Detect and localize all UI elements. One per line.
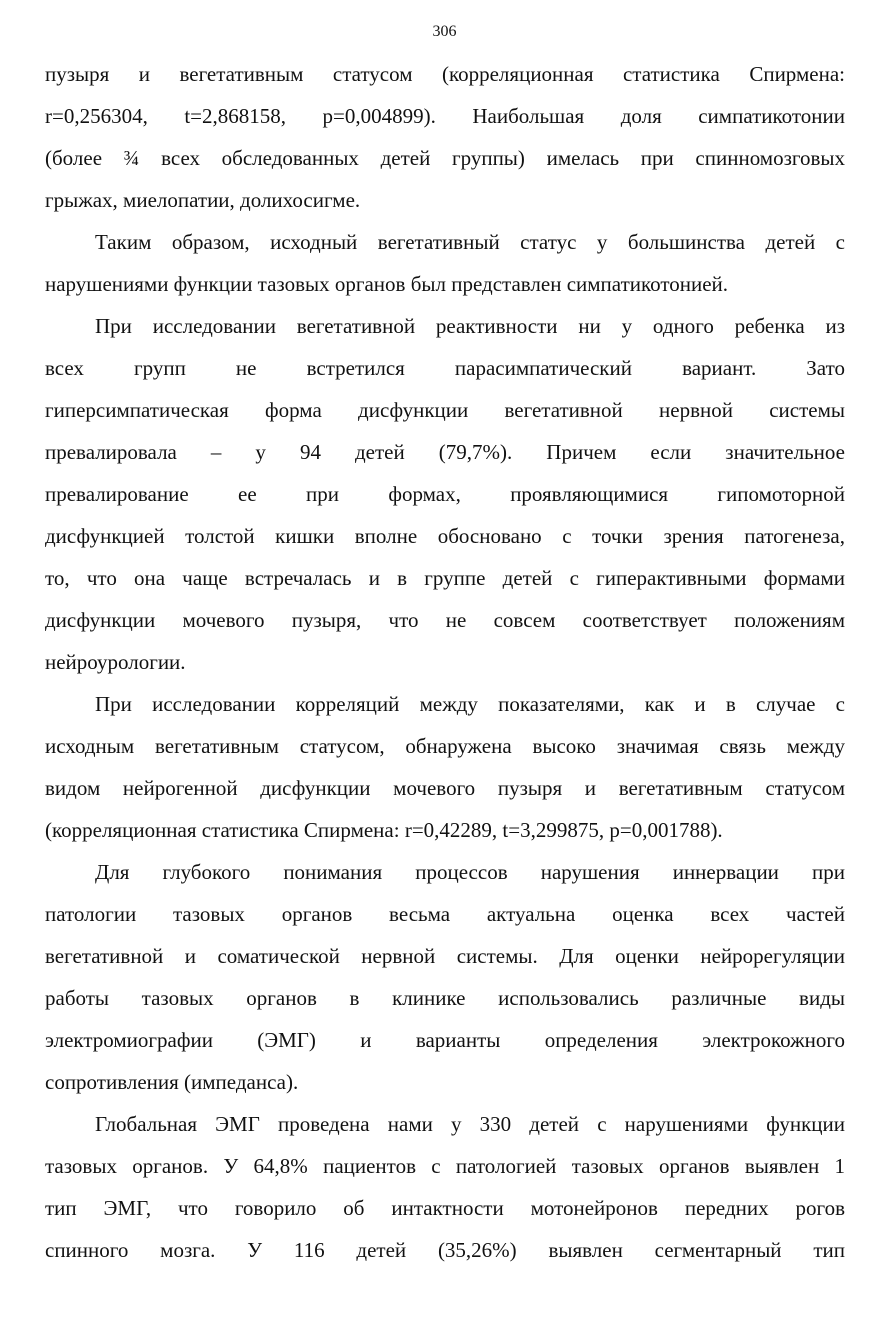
text-line: r=0,256304, t=2,868158, p=0,004899). Наибольшая доля симпатикотонии xyxy=(45,104,845,128)
text-line: исходным вегетативным статусом, обнаружена высоко значимая связь между xyxy=(45,734,845,758)
text-line: патологии тазовых органов весьма актуальна оценка всех частей xyxy=(45,902,845,926)
text-line: (корреляционная статистика Спирмена: r=0,42289, t=3,299875, p=0,001788). xyxy=(45,818,723,842)
text-line: Глобальная ЭМГ проведена нами у 330 детей с нарушениями функции xyxy=(95,1112,845,1136)
text-line: пузыря и вегетативным статусом (корреляционная статистика Спирмена: xyxy=(45,62,845,86)
text-line: всех групп не встретился парасимпатический вариант. Зато xyxy=(45,356,845,380)
text-line: электромиографии (ЭМГ) и варианты определения электрокожного xyxy=(45,1028,845,1052)
text-line: нейроурологии. xyxy=(45,650,186,674)
paragraph xyxy=(45,53,845,221)
text-line: работы тазовых органов в клинике использовались различные виды xyxy=(45,986,845,1010)
paragraph xyxy=(45,1103,845,1271)
paragraph xyxy=(45,221,845,305)
text-line: Таким образом, исходный вегетативный статус у большинства детей с xyxy=(95,230,845,254)
paragraph xyxy=(45,305,845,683)
text-line: дисфункции мочевого пузыря, что не совсем соответствует положениям xyxy=(45,608,845,632)
text-line: видом нейрогенной дисфункции мочевого пузыря и вегетативным статусом xyxy=(45,776,845,800)
text-line: тазовых органов. У 64,8% пациентов с патологией тазовых органов выявлен 1 xyxy=(45,1154,845,1178)
text-line: гиперсимпатическая форма дисфункции вегетативной нервной системы xyxy=(45,398,845,422)
text-line: сопротивления (импеданса). xyxy=(45,1070,299,1094)
text-line: грыжах, миелопатии, долихосигме. xyxy=(45,188,361,212)
text-line: нарушениями функции тазовых органов был представлен симпатикотонией. xyxy=(45,272,729,296)
text-line: превалирование ее при формах, проявляющимися гипомоторной xyxy=(45,482,845,506)
text-line: превалировала – у 94 детей (79,7%). Причем если значительное xyxy=(45,440,845,464)
body-text xyxy=(45,53,845,1271)
text-line: то, что она чаще встречалась и в группе детей с гиперактивными формами xyxy=(45,566,845,590)
text-line: тип ЭМГ, что говорило об интактности мотонейронов передних рогов xyxy=(45,1196,845,1220)
text-line: Для глубокого понимания процессов нарушения иннервации при xyxy=(95,860,845,884)
page-number: 306 xyxy=(432,23,457,40)
text-line: вегетативной и соматической нервной системы. Для оценки нейрорегуляции xyxy=(45,944,845,968)
text-line: (более ¾ всех обследованных детей группы) имелась при спинномозговых xyxy=(45,146,845,170)
paragraph xyxy=(45,851,845,1103)
text-line: спинного мозга. У 116 детей (35,26%) выявлен сегментарный тип xyxy=(45,1238,845,1262)
text-line: дисфункцией толстой кишки вполне обосновано с точки зрения патогенеза, xyxy=(45,524,845,548)
text-line: При исследовании корреляций между показателями, как и в случае с xyxy=(95,692,845,716)
text-line: При исследовании вегетативной реактивности ни у одного ребенка из xyxy=(95,314,845,338)
paragraph xyxy=(45,683,845,851)
